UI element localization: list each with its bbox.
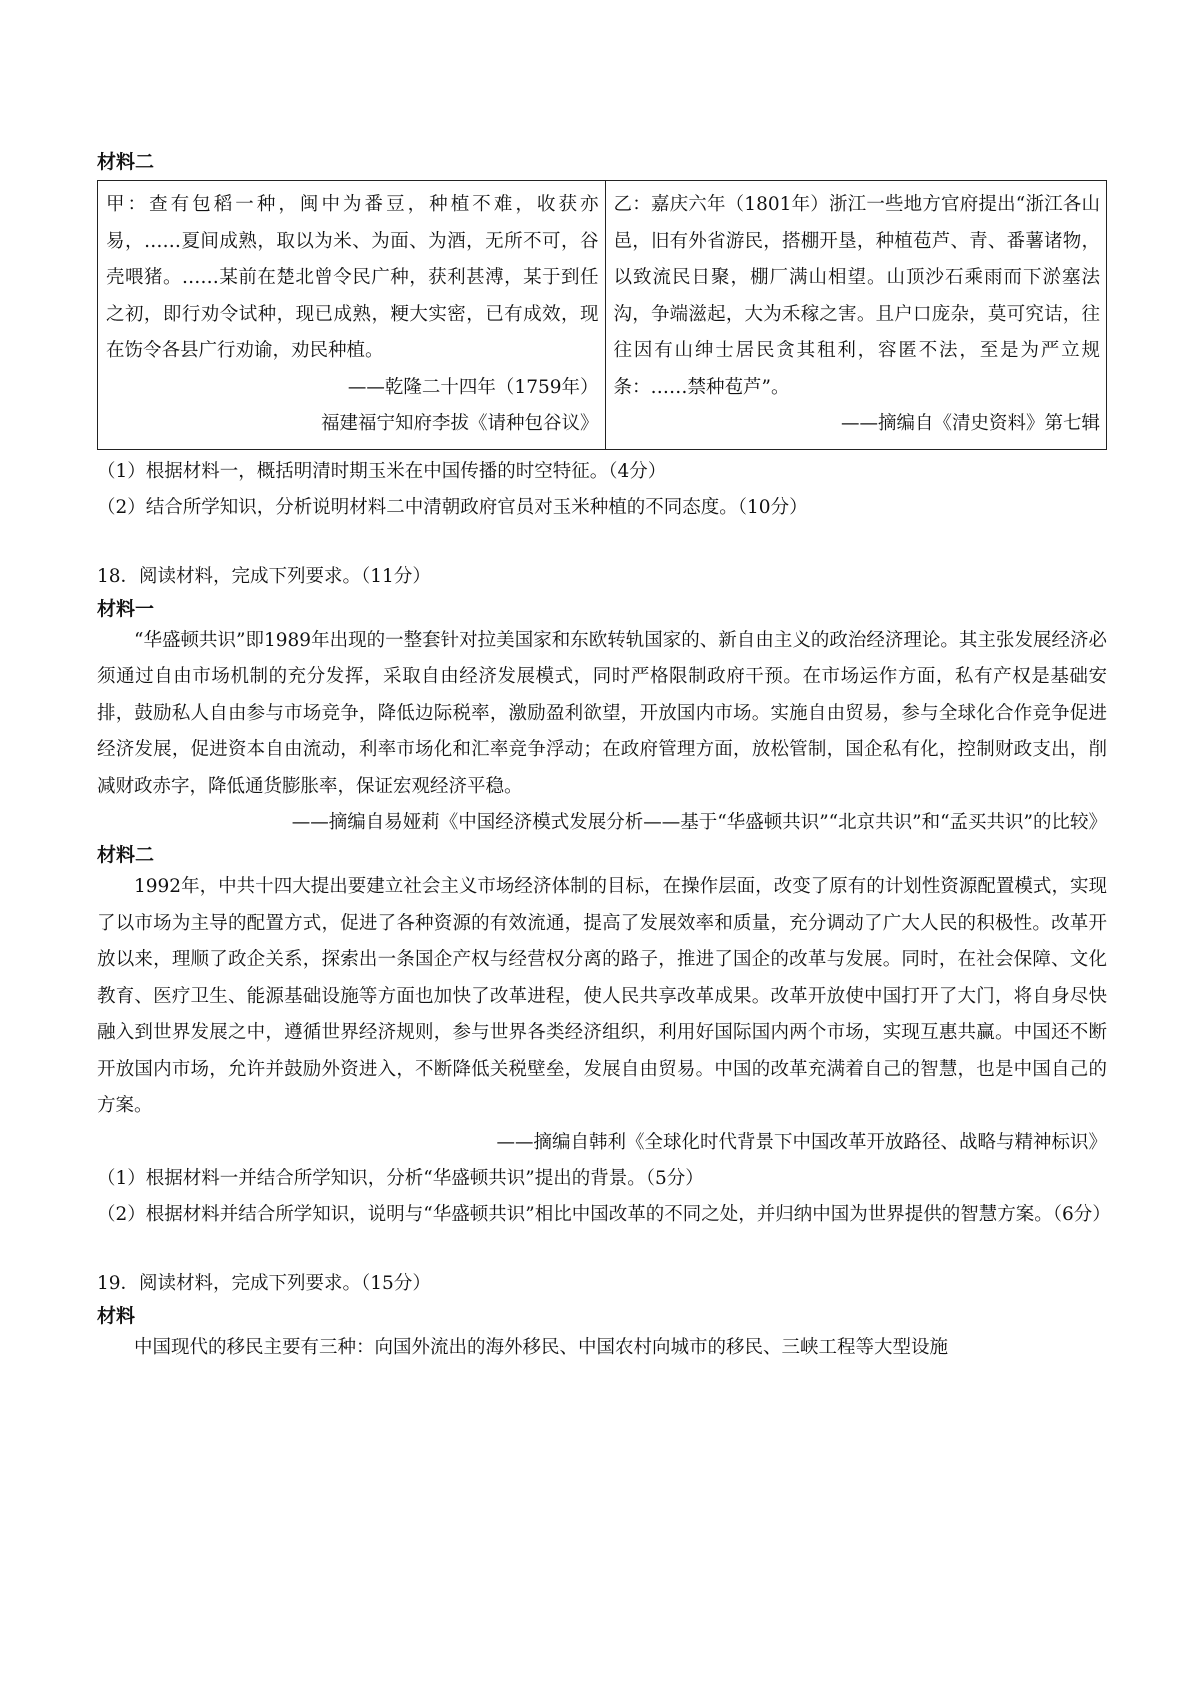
q18-material-two-source: ——摘编自韩利《全球化时代背景下中国改革开放路径、战略与精神标识》 bbox=[496, 1131, 1107, 1153]
q17-sub2: （2）结合所学知识，分析说明材料二中清朝政府官员对玉米种植的不同态度。（10分） bbox=[97, 496, 808, 518]
material-two-label: 材料二 bbox=[97, 151, 155, 173]
q18-sub1: （1）根据材料一并结合所学知识，分析“华盛顿共识”提出的背景。（5分） bbox=[97, 1167, 704, 1189]
spacer bbox=[97, 526, 1107, 559]
table-cell-jia bbox=[98, 181, 606, 450]
table-cell-yi bbox=[605, 181, 1106, 450]
q17-sub1: （1）根据材料一，概括明清时期玉米在中国传播的时空特征。（4分） bbox=[97, 460, 667, 482]
jia-text: 甲：查有包稻一种，闽中为番豆，种植不难，收获亦易，……夏间成熟，取以为米、为面、为酒，无所不可，谷壳喂猪。……某前在楚北曾令民广种，获利甚溥，某于到任之初，即行劝令试种，现已成熟，粳大实密，已有成效，现在饬令各县广行劝谕，劝民种植。 bbox=[106, 194, 599, 361]
q18-sub2: （2）根据材料并结合所学知识，说明与“华盛顿共识”相比中国改革的不同之处，并归纳中国为世界提供的智慧方案。（6分） bbox=[97, 1203, 1111, 1225]
q18-material-one-source: ——摘编自易娅莉《中国经济模式发展分析——基于“华盛顿共识”“北京共识”和“孟买共识”的比较》 bbox=[291, 812, 1107, 833]
yi-text: 乙：嘉庆六年（1801年）浙江一些地方官府提出“浙江各山邑，旧有外省游民，搭棚开垦，种植苞芦、青、番薯诸物，以致流民日聚，棚厂满山相望。山顶沙石乘雨而下淤塞法沟，争端滋起，大为禾稼之害。且户口庞杂，莫可究诘，往往因有山绅士居民贪其租利，容匿不法，至是为严立规条：……禁种苞芦”。 bbox=[613, 194, 1100, 398]
q18-heading: 18．阅读材料，完成下列要求。（11分） bbox=[97, 565, 431, 587]
q18-material-one-label: 材料一 bbox=[97, 597, 155, 620]
q19-material-label: 材料 bbox=[97, 1304, 136, 1327]
q19-material-text: 中国现代的移民主要有三种：向国外流出的海外移民、中国农村向城市的移民、三峡工程等大型设施 bbox=[134, 1336, 949, 1358]
q19-heading: 19．阅读材料，完成下列要求。（15分） bbox=[97, 1272, 431, 1294]
jia-source-author: 福建福宁知府李拔《请种包谷议》 bbox=[321, 413, 599, 434]
q18-material-two-text: 1992年，中共十四大提出要建立社会主义市场经济体制的目标，在操作层面，改变了原有的计划性资源配置模式，实现了以市场为主导的配置方式，促进了各种资源的有效流通，提高了发展效率和质量，充分调动了广大人民的积极性。改革开放以来，理顺了政企关系，探索出一条国企产权与经营权分离的路子，推进了国企的改革与发展。同时，在社会保障、文化教育、医疗卫生、能源基础设施等方面也加快了改革进程，使人民共享改革成果。改革开放使中国打开了大门，将自身尽快融入到世界发展之中，遵循世界经济规则，参与世界各类经济组织，利用好国际国内两个市场，实现互惠共赢。中国还不断开放国内市场，允许并鼓励外资进入，不断降低关税壁垒，发展自由贸易。中国的改革充满着自己的智慧，也是中国自己的方案。 bbox=[97, 876, 1107, 1116]
q18-material-one-text: “华盛顿共识”即1989年出现的一整套针对拉美国家和东欧转轨国家的、新自由主义的政治经济理论。其主张发展经济必须通过自由市场机制的充分发挥，采取自由经济发展模式，同时严格限制政府干预。在市场运作方面，私有产权是基础安排，鼓励私人自由参与市场竞争，降低边际税率，激励盈利欲望，开放国内市场。实施自由贸易，参与全球化合作竞争促进经济发展，促进资本自由流动，利率市场化和汇率竞争浮动；在政府管理方面，放松管制，国企私有化，控制财政支出，削减财政赤字，降低通货膨胀率，保证宏观经济平稳。 bbox=[97, 629, 1107, 797]
q18-material-two-label: 材料二 bbox=[97, 844, 155, 866]
yi-source: ——摘编自《清史资料》第七辑 bbox=[840, 413, 1100, 434]
document-page bbox=[97, 148, 1111, 1366]
material-two-table bbox=[97, 180, 1107, 450]
jia-source-date: ——乾隆二十四年（1759年） bbox=[347, 376, 599, 398]
spacer bbox=[97, 1233, 1107, 1266]
